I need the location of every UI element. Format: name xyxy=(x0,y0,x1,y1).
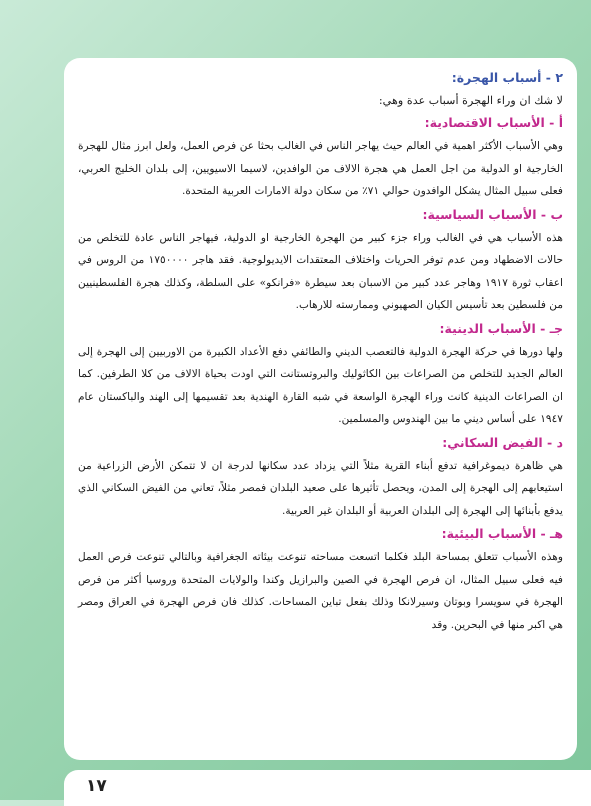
environmental-heading: هـ - الأسباب البيئية: xyxy=(441,526,563,541)
page-number: ١٧ xyxy=(86,776,107,796)
religious-paragraph: ولها دورها في حركة الهجرة الدولية فالتعصب الديني والطائفي دفع الأعداد الكبيرة من الاوربيين إلى الهجرة إلى العالم الجديد للتخلص من الصراعات بين الكاثوليك والبروتستانت التي اودت بحياة الالاف من كلا الطرفين. كما ان الصراعات الدينية كانت وراء الهجرة الواسعة في شبه القارة الهندية بعد تقسيمها إلى الهند والباكستان عام ١٩٤٧ على أساس ديني ما بين الهندوس والمسلمين. xyxy=(78,345,563,425)
population-paragraph: هي ظاهرة ديموغرافية تدفع أبناء القرية مثلاً التي يزداد عدد سكانها لدرجة ان لا تتمكن الأرض الزراعية من استيعابهم إلى الهجرة إلى المدن، ويحصل تأثيرها على صعيد البلدان فمصر مثلاً، تعاني من الفيض السكاني الذي يدفع بأبنائها إلى الهجرة إلى البلدان العربية أو البلدان غير العربية. xyxy=(78,459,563,517)
population-heading: د - الفيض السكاني: xyxy=(442,434,563,450)
section-heading: ٢ - أسباب الهجرة: xyxy=(451,70,563,85)
environmental-paragraph: وهذه الأسباب تتعلق بمساحة البلد فكلما اتسعت مساحته تنوعت بيئاته الجغرافية وبالتالي تنوعت فرص العمل فيه فعلى سبيل المثال، ان فرص الهجرة في الصين والبرازيل وكندا والولايات المتحدة وروسيا أكثر من فرص الهجرة في سويسرا وبوتان وسيرلانكا وذلك بفعل تباين المساحات. كذلك فان فرص الهجرة في العراق ومصر هي اكبر منها في البحرين. وقد xyxy=(78,551,563,631)
intro-text: لا شك ان وراء الهجرة أسباب عدة وهي: xyxy=(378,94,563,107)
page-card xyxy=(64,58,577,760)
religious-heading: جـ - الأسباب الدينية: xyxy=(439,320,563,336)
political-paragraph: هذه الأسباب هي في الغالب وراء جزء كبير من الهجرة الخارجية او الدولية، فيهاجر الناس عادة للتخلص من حالات الاضطهاد ومن عدم توفر الحريات واختلاف المعتقدات الايديولوجية. فقد هاجر ١٧٥٠٠٠٠ من الروس في اعقاب ثورة ١٩١٧ وهاجر عدد كبير من الاسبان بعد سيطرة «فرانكو» على السلطة، وكذلك هجرة الفلسطينيين من فلسطين بعد تأسيس الكيان الصهيوني وممارسته للارهاب. xyxy=(78,231,563,311)
political-heading: ب - الأسباب السياسية: xyxy=(422,206,563,222)
footer-bar xyxy=(64,770,591,806)
economic-heading: أ - الأسباب الاقتصادية: xyxy=(424,115,563,130)
economic-paragraph: وهي الأسباب الأكثر اهمية في العالم حيث يهاجر الناس في الغالب بحثا عن فرص العمل، ولعل ابرز مثال للهجرة الخارجية او الدولية من اجل العمل هي هجرة الالاف من الوافدين، لاسيما الاسيويين، إلى بلدان الخليج العربي، فعلى سبيل المثال يشكل الوافدون حوالي ٧١٪ من سكان دولة الامارات العربية المتحدة. xyxy=(78,140,563,197)
